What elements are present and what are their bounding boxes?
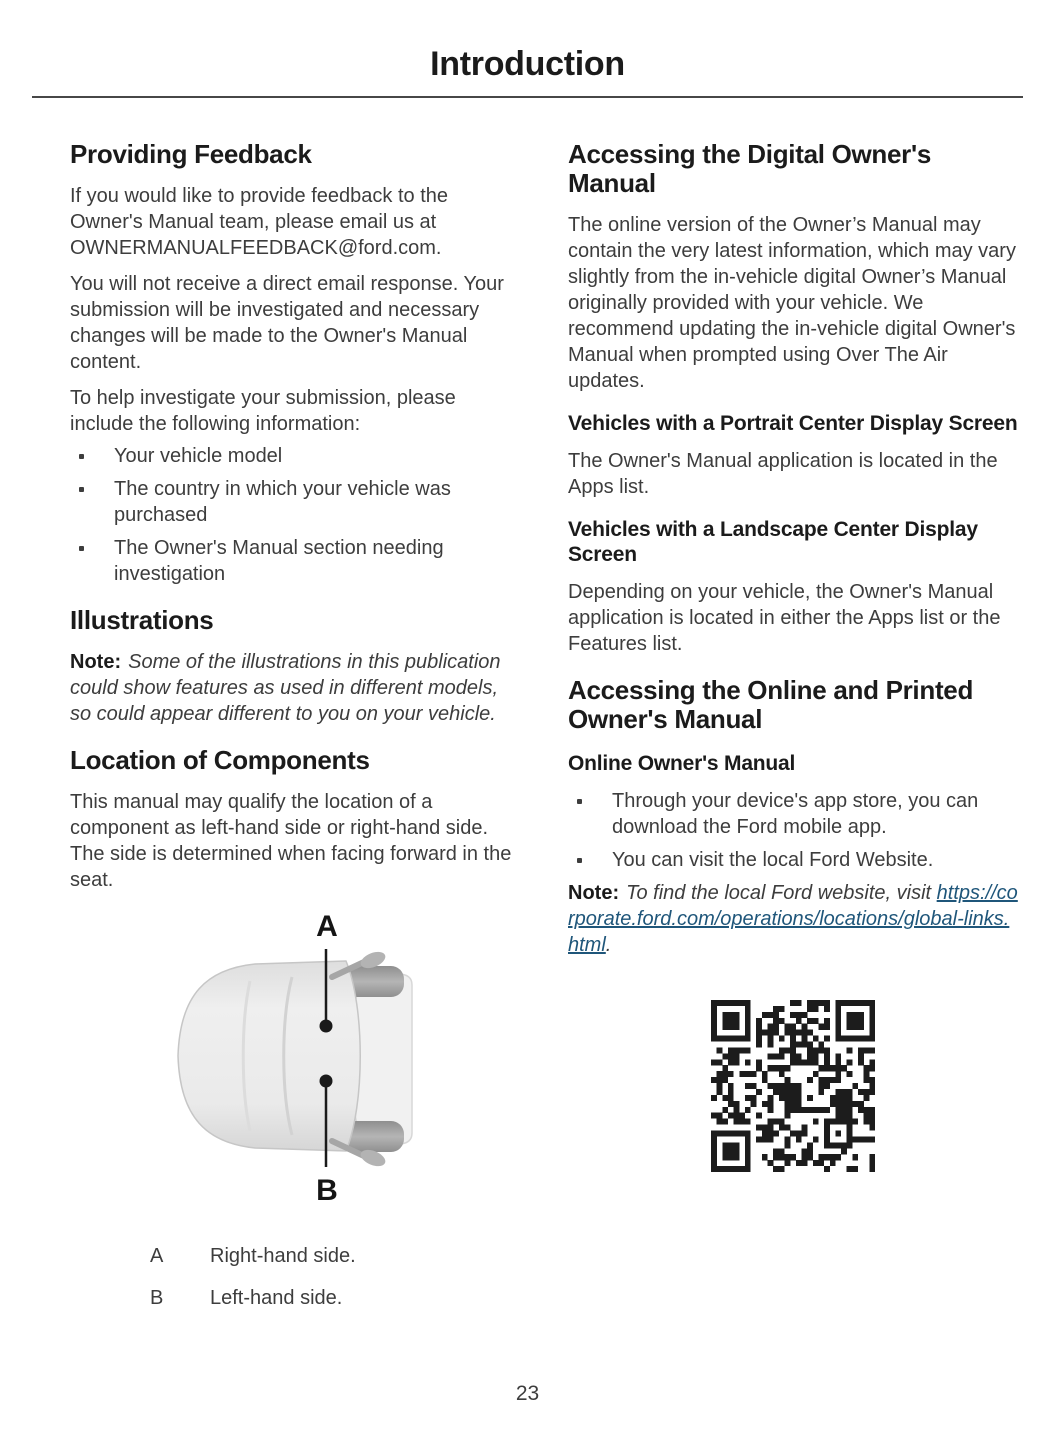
heading-accessing-digital-manual: Accessing the Digital Owner's Manual bbox=[568, 139, 932, 198]
heading-accessing-online-printed-manual: Accessing the Online and Printed Owner's Manual bbox=[568, 675, 974, 734]
callout-a-label: A bbox=[316, 910, 338, 943]
list-item bbox=[568, 847, 1018, 873]
list-item bbox=[568, 788, 1018, 840]
legend-key: A bbox=[150, 1245, 164, 1267]
heading-location-of-components: Location of Components bbox=[70, 745, 370, 775]
bullet-icon bbox=[577, 799, 582, 804]
legend-value: Left-hand side. bbox=[210, 1287, 343, 1309]
page-header bbox=[0, 0, 1055, 98]
legend-key: B bbox=[150, 1287, 164, 1309]
subheading-portrait-display: Vehicles with a Portrait Center Display Screen bbox=[568, 412, 1018, 435]
left-column bbox=[70, 140, 520, 1327]
note-text: To find the local Ford website, visit bbox=[626, 882, 932, 904]
callout-legend bbox=[70, 1243, 520, 1311]
bullet-icon bbox=[577, 858, 582, 863]
bullet-text: You can visit the local Ford Website. bbox=[612, 849, 934, 871]
heading-illustrations: Illustrations bbox=[70, 605, 214, 635]
online-manual-list bbox=[568, 788, 1018, 873]
ford-website-link[interactable]: https://corporate.ford.com/operations/locations/global-links.html bbox=[568, 882, 1018, 956]
heading-providing-feedback: Providing Feedback bbox=[70, 139, 312, 169]
feedback-info-list bbox=[70, 443, 520, 587]
note-suffix: . bbox=[605, 934, 612, 956]
note-label: Note: bbox=[568, 882, 620, 904]
bullet-text: Your vehicle model bbox=[114, 445, 283, 467]
list-item bbox=[70, 443, 520, 469]
two-column-body bbox=[0, 98, 1055, 1327]
bullet-icon bbox=[79, 454, 84, 459]
paragraph: If you would like to provide feedback to the Owner's Manual team, please email us at OWNERMANUALFEEDBACK@ford.com. bbox=[70, 185, 449, 259]
legend-value: Right-hand side. bbox=[210, 1245, 356, 1267]
car-illustration bbox=[70, 909, 520, 1211]
illustrations-note bbox=[70, 649, 520, 727]
paragraph: This manual may qualify the location of a component as left-hand side or right-hand side. The side is determined when facing forward in the seat. bbox=[70, 791, 517, 891]
bullet-icon bbox=[79, 487, 84, 492]
paragraph: The online version of the Owner’s Manual may contain the very latest information, which may vary slightly from the in-vehicle digital Owner’s Manual originally provided with your vehicle. We recommend updating the in-vehicle digital Owner's Manual when prompted using Over The Air updates. bbox=[568, 214, 1016, 392]
subheading-online-owners-manual: Online Owner's Manual bbox=[568, 752, 796, 775]
note-text: Some of the illustrations in this publication could show features as used in different models, so could appear different to you on your vehicle. bbox=[70, 651, 501, 725]
bullet-text: The country in which your vehicle was purchased bbox=[114, 478, 451, 526]
list-item bbox=[70, 476, 520, 528]
subheading-landscape-display: Vehicles with a Landscape Center Display Screen bbox=[568, 518, 978, 566]
callout-b-label: B bbox=[316, 1174, 338, 1207]
note-label: Note: bbox=[70, 651, 122, 673]
paragraph: To help investigate your submission, please include the following information: bbox=[70, 387, 456, 435]
legend-row bbox=[70, 1243, 520, 1269]
bullet-icon bbox=[79, 546, 84, 551]
qr-code bbox=[711, 1000, 875, 1172]
page-title: Introduction bbox=[430, 45, 625, 83]
bullet-text: Through your device's app store, you can download the Ford mobile app. bbox=[612, 790, 979, 838]
page-footer bbox=[0, 1382, 1055, 1406]
car-top-view-graphic bbox=[70, 949, 520, 1169]
paragraph: Depending on your vehicle, the Owner's Manual application is located in either the Apps list or the Features list. bbox=[568, 581, 1001, 655]
website-note bbox=[568, 880, 1018, 958]
list-item bbox=[70, 535, 520, 587]
page-number: 23 bbox=[515, 1382, 540, 1405]
paragraph: You will not receive a direct email response. Your submission will be investigated and necessary changes will be made to the Owner's Manual content. bbox=[70, 273, 504, 373]
paragraph: The Owner's Manual application is located in the Apps list. bbox=[568, 450, 998, 498]
right-column bbox=[568, 140, 1018, 1327]
bullet-text: The Owner's Manual section needing investigation bbox=[114, 537, 444, 585]
legend-row bbox=[70, 1285, 520, 1311]
